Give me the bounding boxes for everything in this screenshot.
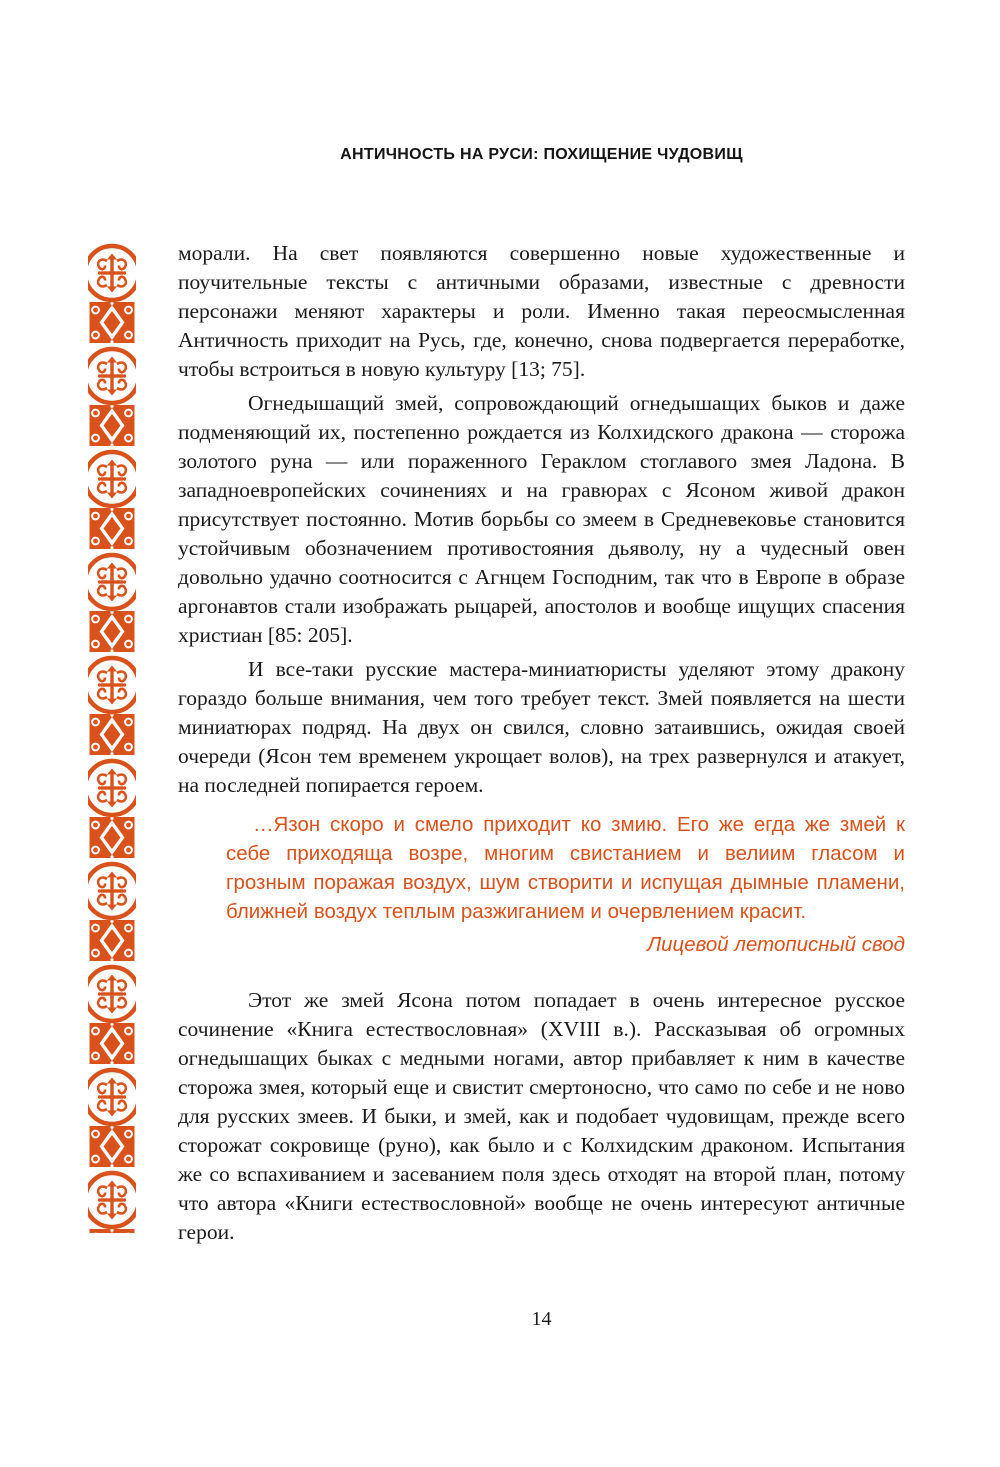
paragraph: морали. На свет появляются совершенно новые художественные и поучительные тексты с античными образами, известные с древности персонажи меняют характеры и роли. Именно такая переосмысленная Античность приходит на Русь, где, конечно, снова подвергается переработке, чтобы встроиться в новую культуру [13; 75]. — [178, 241, 905, 381]
paragraph: Огнедышащий змей, сопровождающий огнедышащих быков и даже подменяющий их, постепенно рождается из Колхидского дракона — сторожа золотого руна — или пораженного Гераклом стоглавого змея Ладона. В западноевропейских сочинениях и на гравюрах с Ясоном живой дракон присутствует постоянно. Мотив борьбы со змеем в Средневековье становится устойчивым обозначением противостояния дьяволу, ну а чудесный овен довольно удачно соотносится с Агнцем Господним, так что в Европе в образе аргонавтов стали изображать рыцарей, апостолов и вообще ищущих спасения христиан [85: 205]. — [178, 391, 905, 647]
ornamental-border-icon — [88, 240, 136, 1233]
quotation-attribution: Лицевой летописный свод — [647, 933, 905, 956]
page-number: 14 — [531, 1308, 552, 1330]
paragraph: Этот же змей Ясона потом попадает в очень интересное русское сочинение «Книга естествословная» (XVIII в.). Рассказывая об огромных огнедышащих быках с медными ногами, автор прибавляет к ним в качестве сторожа змея, который еще и свистит смертоносно, что само по себе и не ново для русских змеев. И быки, и змей, как и подобает чудовищам, прежде всего сторожат сокровище (руно), как было и с Колхидским драконом. Испытания же со вспахиванием и засеванием поля здесь отходят на второй план, потому что автора «Книги естествословной» вообще не очень интересуют античные герои. — [178, 988, 905, 1244]
quotation-text: …Язон скоро и смело приходит ко змию. Его же егда же змей к себе приходяща возре, многим свистанием и велиим гласом и грозным поражая воздух, шум створити и испущая дымные пламени, ближней воздух теплым разжиганием и очервлением красит. — [226, 813, 905, 923]
quotation-block — [226, 810, 905, 959]
body-text-column-lower — [178, 986, 905, 1252]
body-text-column-upper — [178, 239, 905, 805]
running-head: АНТИЧНОСТЬ НА РУСИ: ПОХИЩЕНИЕ ЧУДОВИЩ — [340, 146, 743, 163]
paragraph: И все-таки русские мастера-миниатюристы уделяют этому дракону гораздо больше внимания, чем того требует текст. Змей появляется на шести миниатюрах подряд. На двух он свился, словно затаившись, ожидая своей очереди (Ясон тем временем укрощает волов), на трех развернулся и атакует, на последней попирается героем. — [178, 657, 905, 797]
